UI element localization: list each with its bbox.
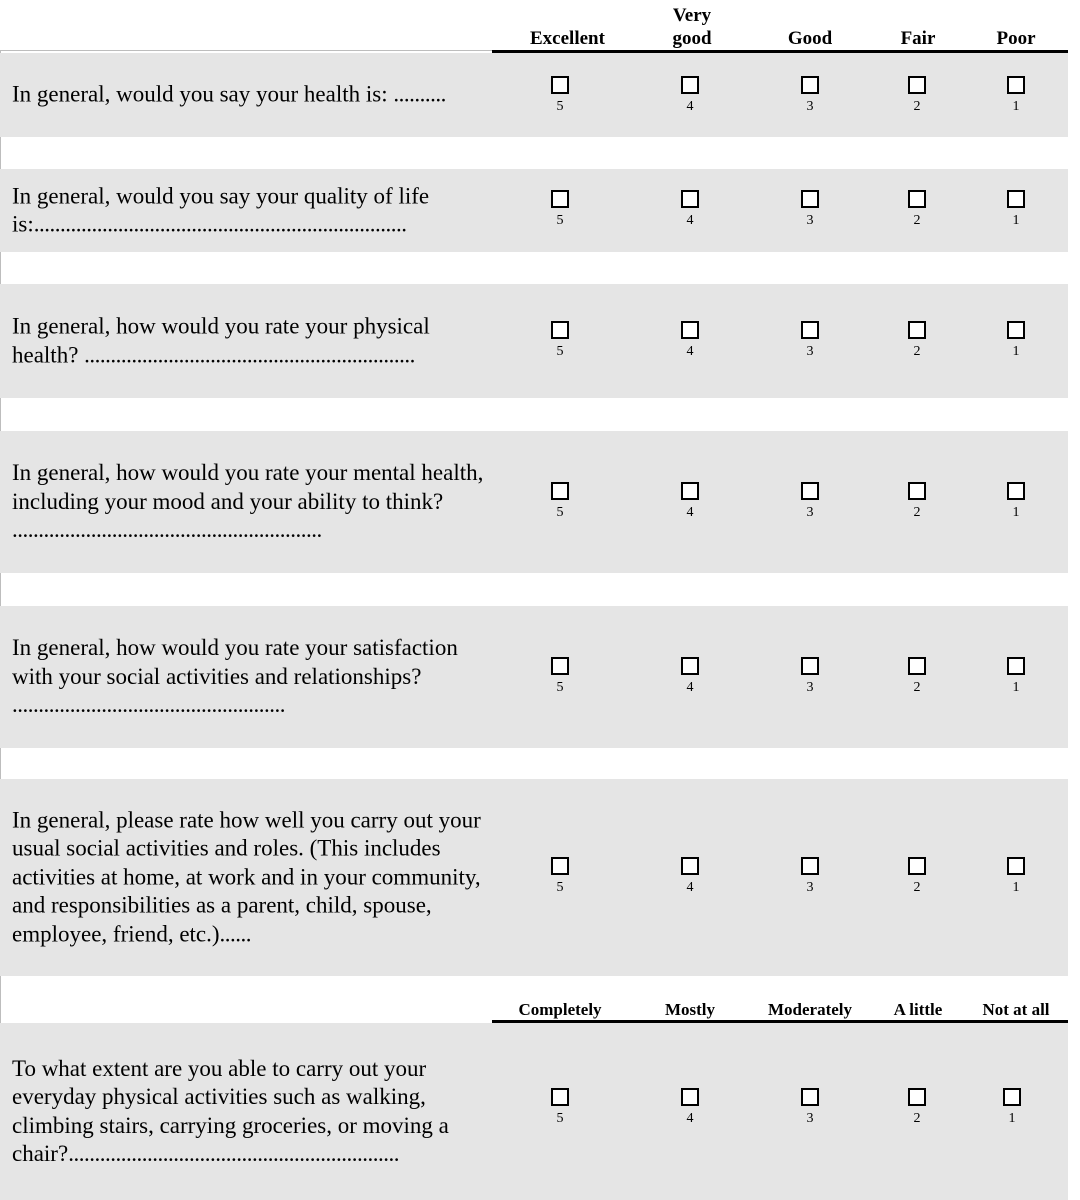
option-cell[interactable]: 2 [887, 321, 947, 360]
option-cell[interactable]: 3 [780, 190, 840, 229]
option-cell[interactable]: 4 [660, 482, 720, 521]
option-cell[interactable]: 3 [780, 482, 840, 521]
checkbox[interactable] [1007, 657, 1025, 675]
checkbox[interactable] [681, 1088, 699, 1106]
checkbox[interactable] [681, 657, 699, 675]
header-mostly: Mostly [664, 1000, 716, 1019]
question-row [0, 431, 1068, 573]
checkbox[interactable] [551, 482, 569, 500]
question-row [0, 53, 1068, 137]
checkbox[interactable] [908, 657, 926, 675]
checkbox[interactable] [551, 190, 569, 208]
checkbox[interactable] [681, 857, 699, 875]
option-cell[interactable]: 5 [530, 857, 590, 896]
option-cell[interactable]: 4 [660, 857, 720, 896]
header-completely: Completely [518, 1000, 602, 1019]
header-poor: Poor [996, 28, 1036, 49]
checkbox[interactable] [908, 190, 926, 208]
option-cell[interactable]: 5 [530, 321, 590, 360]
checkbox[interactable] [801, 321, 819, 339]
checkbox[interactable] [681, 482, 699, 500]
question-row [0, 284, 1068, 398]
scale-header-1 [492, 0, 1068, 53]
checkbox[interactable] [908, 76, 926, 94]
checkbox[interactable] [801, 190, 819, 208]
option-cell[interactable]: 2 [887, 190, 947, 229]
checkbox[interactable] [801, 482, 819, 500]
option-cell[interactable]: 3 [780, 1088, 840, 1127]
option-cell[interactable]: 3 [780, 321, 840, 360]
option-cell[interactable]: 2 [887, 657, 947, 696]
header-good: Good [787, 28, 833, 49]
option-cell[interactable]: 3 [780, 857, 840, 896]
checkbox[interactable] [681, 190, 699, 208]
option-cell[interactable]: 4 [660, 76, 720, 115]
header-very-good: Very good [672, 5, 712, 49]
checkbox[interactable] [1003, 1088, 1021, 1106]
checkbox[interactable] [1007, 857, 1025, 875]
question-text: In general, how would you rate your mental health, including your mood and your ability to think? ........................................................... [12, 460, 484, 543]
header-excellent: Excellent [530, 28, 605, 49]
option-cell[interactable]: 1 [982, 1088, 1042, 1127]
question-text: To what extent are you able to carry out your everyday physical activities such as walking, climbing stairs, carrying groceries, or moving a chair?............................................................... [12, 1055, 449, 1167]
question-row [0, 779, 1068, 976]
checkbox[interactable] [908, 321, 926, 339]
header-not-at-all: Not at all [982, 1000, 1050, 1019]
header-moderately: Moderately [767, 1000, 853, 1019]
option-cell[interactable]: 3 [780, 657, 840, 696]
checkbox[interactable] [801, 1088, 819, 1106]
option-cell[interactable]: 5 [530, 1088, 590, 1127]
scale-header-2 [492, 995, 1068, 1023]
checkbox[interactable] [908, 857, 926, 875]
option-cell[interactable]: 2 [887, 76, 947, 115]
checkbox[interactable] [908, 1088, 926, 1106]
checkbox[interactable] [551, 657, 569, 675]
checkbox[interactable] [801, 857, 819, 875]
question-text: In general, would you say your quality of life is:....................................................................... [12, 182, 430, 237]
checkbox[interactable] [1007, 190, 1025, 208]
option-cell[interactable]: 5 [530, 190, 590, 229]
checkbox[interactable] [1007, 321, 1025, 339]
top-divider [0, 50, 492, 51]
header-fair: Fair [900, 28, 936, 49]
header-a-little: A little [893, 1000, 943, 1019]
question-text: In general, how would you rate your physical health? ............................................................... [12, 313, 430, 367]
option-cell[interactable]: 4 [660, 321, 720, 360]
option-cell[interactable]: 5 [530, 76, 590, 115]
option-cell[interactable]: 4 [660, 657, 720, 696]
checkbox[interactable] [681, 76, 699, 94]
option-cell[interactable]: 1 [986, 190, 1046, 229]
question-row [0, 1023, 1068, 1200]
checkbox[interactable] [551, 321, 569, 339]
checkbox[interactable] [551, 1088, 569, 1106]
option-cell[interactable]: 2 [887, 857, 947, 896]
option-cell[interactable]: 1 [986, 76, 1046, 115]
option-cell[interactable]: 1 [986, 857, 1046, 896]
checkbox[interactable] [1007, 76, 1025, 94]
option-cell[interactable]: 5 [530, 657, 590, 696]
question-row [0, 169, 1068, 252]
option-cell[interactable]: 4 [660, 1088, 720, 1127]
checkbox[interactable] [551, 76, 569, 94]
option-cell[interactable]: 2 [887, 1088, 947, 1127]
option-cell[interactable]: 1 [986, 482, 1046, 521]
question-text: In general, how would you rate your satisfaction with your social activities and relationships? .................................................... [12, 635, 458, 718]
checkbox[interactable] [908, 482, 926, 500]
option-cell[interactable]: 1 [986, 657, 1046, 696]
checkbox[interactable] [681, 321, 699, 339]
option-cell[interactable]: 1 [986, 321, 1046, 360]
checkbox[interactable] [551, 857, 569, 875]
question-text: In general, would you say your health is: .......... [12, 81, 446, 107]
option-cell[interactable]: 2 [887, 482, 947, 521]
checkbox[interactable] [1007, 482, 1025, 500]
checkbox[interactable] [801, 657, 819, 675]
option-cell[interactable]: 5 [530, 482, 590, 521]
option-cell[interactable]: 4 [660, 190, 720, 229]
option-cell[interactable]: 3 [780, 76, 840, 115]
question-text: In general, please rate how well you carry out your usual social activities and roles. (This includes activities at home, at work and in your community, and responsibilities as a parent, child, spouse, employee, friend, etc.)...... [12, 807, 481, 947]
question-row [0, 606, 1068, 748]
checkbox[interactable] [801, 76, 819, 94]
